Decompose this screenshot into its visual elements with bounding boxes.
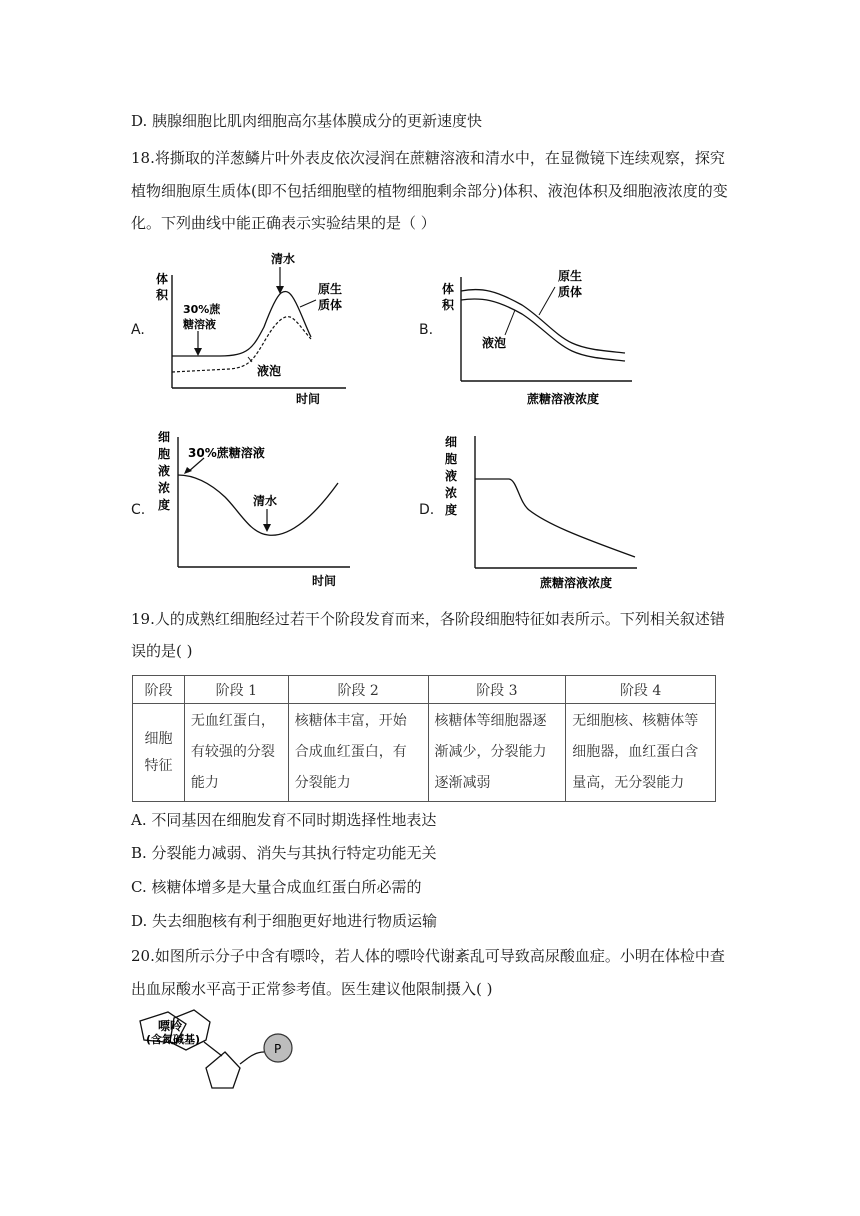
graph-c-ylabel-3: 液 — [158, 464, 171, 478]
q18-graph-d — [437, 432, 642, 594]
nitrogen-base-label: (含氮碱基) — [146, 1033, 201, 1046]
graph-a-ylabel-1: 体 — [156, 272, 169, 286]
q20-stem-line2: 出血尿酸水平高于正常参考值。医生建议他限制摄入( ) — [131, 980, 493, 998]
table-cell-stage-1: 无血红蛋白， 有较强的分裂 能力 — [184, 704, 288, 802]
q18-option-d-letter: D. — [419, 502, 435, 518]
graph-c-ylabel-5: 度 — [158, 498, 171, 512]
graph-a-sucrose-label-1: 30%蔗 — [183, 303, 221, 316]
pentose-sugar — [206, 1052, 240, 1088]
graph-b-ylabel-2: 积 — [442, 298, 455, 312]
table-cell-stage-3: 核糖体等细胞器逐 渐减少，分裂能力 逐渐减弱 — [428, 704, 566, 802]
table-row — [133, 704, 716, 802]
q18-option-a-letter: A. — [131, 322, 145, 338]
graph-c-ylabel-4: 浓 — [158, 481, 171, 495]
q20-nucleotide-diagram — [128, 1008, 308, 1100]
graph-b-ylabel-1: 体 — [442, 282, 455, 296]
q19-option-a: A. 不同基因在细胞发育不同时期选择性地表达 — [131, 811, 437, 829]
q18-graph-c — [150, 425, 360, 593]
phosphate-label: P — [274, 1042, 282, 1056]
q19-option-c: C. 核糖体增多是大量合成血红蛋白所必需的 — [131, 878, 422, 896]
graph-b-curve2-label: 液泡 — [482, 336, 507, 350]
q18-stem-line2: 植物细胞原生质体(即不包括细胞壁的植物细胞剩余部分)体积、液泡体积及细胞液浓度的变 — [131, 182, 728, 200]
graph-d-ylabel-5: 度 — [445, 503, 458, 517]
table-header-stage-1: 阶段 1 — [184, 676, 288, 704]
graph-a-curve1-label-2: 质体 — [318, 298, 343, 312]
graph-c-sucrose-label: 30%蔗糖溶液 — [188, 446, 265, 460]
q19-option-d: D. 失去细胞核有利于细胞更好地进行物质运输 — [131, 912, 438, 930]
q18-graph-a — [150, 245, 360, 410]
q19-stage-table — [132, 675, 716, 802]
q18-stem-line1: 18.将撕取的洋葱鳞片叶外表皮依次浸润在蔗糖溶液和清水中，在显微镜下连续观察，探究 — [131, 149, 725, 167]
q18-option-b-letter: B. — [419, 322, 434, 338]
graph-b-curve1-label-2: 质体 — [558, 285, 583, 299]
purine-label: 嘌呤 — [158, 1019, 183, 1033]
q19-stem-line2: 误的是( ) — [131, 642, 193, 660]
graph-d-ylabel-3: 液 — [445, 469, 458, 483]
graph-b-xlabel: 蔗糖溶液浓度 — [527, 392, 600, 406]
graph-a-water-label: 清水 — [271, 252, 296, 266]
q18-graph-b — [437, 255, 637, 410]
graph-d-ylabel-2: 胞 — [445, 452, 458, 466]
graph-a-curve2-label: 液泡 — [257, 364, 282, 378]
graph-c-xlabel: 时间 — [312, 574, 337, 588]
graph-a-sucrose-label-2: 糖溶液 — [183, 318, 216, 331]
graph-a-ylabel-2: 积 — [156, 288, 169, 302]
graph-c-water-label: 清水 — [253, 494, 278, 508]
table-header-stage: 阶段 — [133, 676, 185, 704]
graph-a-xlabel: 时间 — [296, 392, 321, 406]
q18-stem-line3: 化。下列曲线中能正确表示实验结果的是（ ） — [131, 214, 436, 232]
graph-d-xlabel: 蔗糖溶液浓度 — [540, 576, 613, 590]
table-cell-stage-2: 核糖体丰富，开始 合成血红蛋白，有 分裂能力 — [288, 704, 428, 802]
graph-d-ylabel-1: 细 — [445, 435, 458, 449]
q19-stem-line1: 19.人的成熟红细胞经过若干个阶段发育而来，各阶段细胞特征如表所示。下列相关叙述错 — [131, 610, 725, 628]
table-row-header: 细胞 特征 — [133, 704, 185, 802]
table-header-stage-4: 阶段 4 — [566, 676, 716, 704]
q19-option-b: B. 分裂能力减弱、消失与其执行特定功能无关 — [131, 844, 437, 862]
graph-c-ylabel-2: 胞 — [158, 447, 171, 461]
graph-d-ylabel-4: 浓 — [445, 486, 458, 500]
graph-d-concentration-curve — [475, 479, 635, 557]
table-header-stage-2: 阶段 2 — [288, 676, 428, 704]
graph-a-curve1-label-1: 原生 — [318, 282, 343, 296]
graph-b-curve1-label-1: 原生 — [558, 269, 583, 283]
q17-option-d: D. 胰腺细胞比肌肉细胞高尔基体膜成分的更新速度快 — [131, 112, 483, 130]
q20-stem-line1: 20.如图所示分子中含有嘌呤，若人体的嘌呤代谢紊乱可导致高尿酸血症。小明在体检中查 — [131, 947, 725, 965]
table-header-stage-3: 阶段 3 — [428, 676, 566, 704]
q18-option-c-letter: C. — [131, 502, 146, 518]
table-cell-stage-4: 无细胞核、核糖体等 细胞器，血红蛋白含 量高，无分裂能力 — [566, 704, 716, 802]
table-header-row — [133, 676, 716, 704]
graph-c-ylabel-1: 细 — [158, 430, 171, 444]
